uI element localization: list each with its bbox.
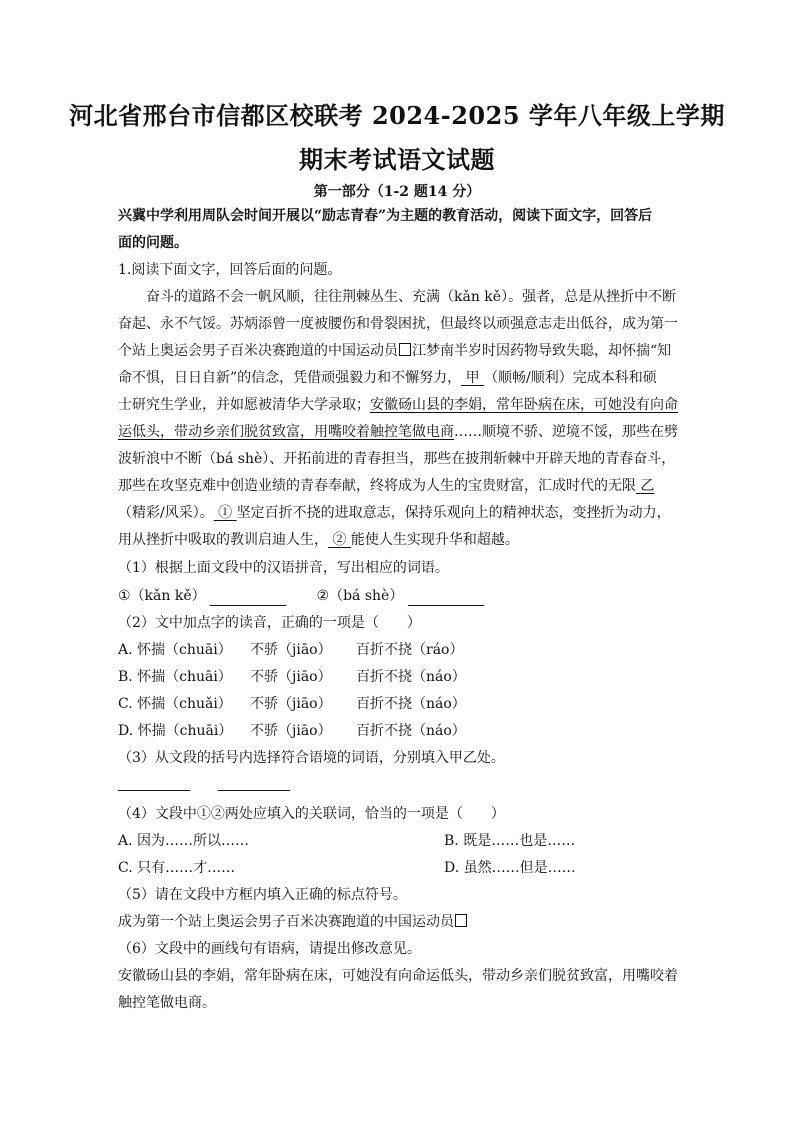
option-b[interactable]: B. 既是……也是……: [444, 833, 576, 849]
punctuation-box: [399, 343, 411, 356]
sub-question-1-answers: [118, 586, 688, 606]
passage-text: 坚定百折不挠的进取意志，保持乐观向上的精神状态，变挫折为动力，: [236, 505, 671, 521]
sub-question-4-stem: （4）文段中①②两处应填入的关联词，恰当的一项是（ ）: [118, 806, 505, 822]
option-c[interactable]: C. 怀揣（chuǎi） 不骄（jiāo） 百折不挠（náo）: [118, 696, 466, 712]
sub-question-5-quote: 成为第一个站上奥运会男子百米决赛跑道的中国运动员: [118, 912, 688, 932]
passage-line: 奋起、永不气馁。苏炳添曾一度被腰伤和骨裂困扰，但最终以顽强意志走出低谷，成为第一: [118, 316, 678, 332]
answer-blank-yi[interactable]: [218, 790, 290, 791]
exam-title-line-2: 期末考试语文试题: [299, 145, 495, 174]
passage-text: （精彩/风采）。: [118, 505, 214, 521]
passage-line: [118, 422, 688, 442]
underlined-sentence: 安徽砀山县的李娟，常年卧病在床，可她没有向命: [370, 397, 678, 413]
option-d[interactable]: D. 虽然……但是……: [444, 860, 576, 876]
passage-text: 士研究生学业，并如愿被清华大学录取；: [118, 397, 370, 413]
passage-line: [118, 530, 688, 550]
passage-text: 江梦南半岁时因药物导致失聪，却怀揣“知: [412, 343, 672, 359]
answer-blank-1[interactable]: [210, 591, 286, 606]
passage-line: [118, 395, 688, 415]
sub-question-6-quote-line: 安徽砀山县的李娟，常年卧病在床，可她没有向命运低头，带动乡亲们脱贫致富，用嘴咬着: [118, 968, 678, 984]
option-d[interactable]: D. 怀揣（chuāi） 不骄（jiāo） 百折不挠（náo）: [118, 723, 466, 739]
passage-text: 能使人生实现升华和超越。: [350, 532, 519, 548]
sub-question-1-stem: （1）根据上面文段中的汉语拼音，写出相应的词语。: [118, 560, 449, 576]
answer-blank-jia[interactable]: [118, 790, 190, 791]
blank-yi: 乙: [640, 478, 655, 494]
blank-jia: 甲: [465, 370, 480, 386]
blank-1: ①: [218, 505, 233, 521]
sub-question-2-stem: （2）文中加点字的读音，正确的一项是（ ）: [118, 615, 421, 631]
passage-line: 奋斗的道路不会一帆风顺，往往荆棘丛生、充满（kǎn kě）。强者，总是从挫折中不断: [146, 289, 677, 305]
section-header: 第一部分（1-2 题14 分）: [313, 184, 481, 200]
pinyin-prompt-1: ①（kǎn kě）: [118, 588, 206, 604]
sub-question-5-stem: （5）请在文段中方框内填入正确的标点符号。: [118, 887, 407, 903]
passage-line: 波斩浪中不断（bá shè）、开拓前进的青春担当，那些在披荆斩棘中开辟天地的青春奋斗，: [118, 451, 676, 467]
option-c[interactable]: C. 只有……才……: [118, 860, 236, 876]
passage-text: 个站上奥运会男子百米决赛跑道的中国运动员: [118, 343, 398, 359]
exam-title-line-1: 河北省邢台市信都区校联考 2024-2025 学年八年级上学期: [69, 101, 725, 130]
passage-line: [118, 476, 688, 496]
passage-text: 那些在攻坚克难中创造业绩的青春奉献，终将成为人生的宝贵财富，汇成时代的无限: [118, 478, 636, 494]
sub-question-6-stem: （6）文段中的画线句有语病，请提出修改意见。: [118, 941, 421, 957]
passage-line: [118, 368, 688, 388]
blank-2: ②: [332, 532, 347, 548]
option-a[interactable]: A. 怀揣（chuāi） 不骄（jiāo） 百折不挠（ráo）: [118, 642, 464, 658]
punctuation-box[interactable]: [455, 914, 467, 927]
passage-text: （顺畅/顺利）完成本科和硕: [484, 370, 657, 386]
sub-question-6-quote-line: 触控笔做电商。: [118, 995, 216, 1011]
intro-line-2: 面的问题。: [118, 235, 188, 251]
passage-text: ……顺境不骄、逆境不馁，那些在劈: [454, 424, 678, 440]
underlined-sentence: 运低头，带动乡亲们脱贫致富，用嘴咬着触控笔做电商: [118, 424, 454, 440]
passage-line: [118, 503, 688, 523]
passage-text: 用从挫折中吸取的教训启迪人生，: [118, 532, 328, 548]
question-1-stem: 1.阅读下面文字，回答后面的问题。: [118, 262, 342, 278]
passage-text: 命不惧，日日自新”的信念，凭借顽强毅力和不懈努力，: [118, 370, 462, 386]
answer-blank-2[interactable]: [408, 591, 484, 606]
option-b[interactable]: B. 怀揣（chuāi） 不骄（jiāo） 百折不挠（náo）: [118, 669, 466, 685]
sub-question-3-stem: （3）从文段的括号内选择符合语境的词语，分别填入甲乙处。: [118, 750, 505, 766]
pinyin-prompt-2: ②（bá shè）: [316, 588, 404, 604]
intro-line-1: 兴冀中学利用周队会时间开展以“励志青春”为主题的教育活动，阅读下面文字，回答后: [118, 208, 653, 224]
passage-line: [118, 341, 688, 361]
option-a[interactable]: A. 因为……所以……: [118, 833, 250, 849]
